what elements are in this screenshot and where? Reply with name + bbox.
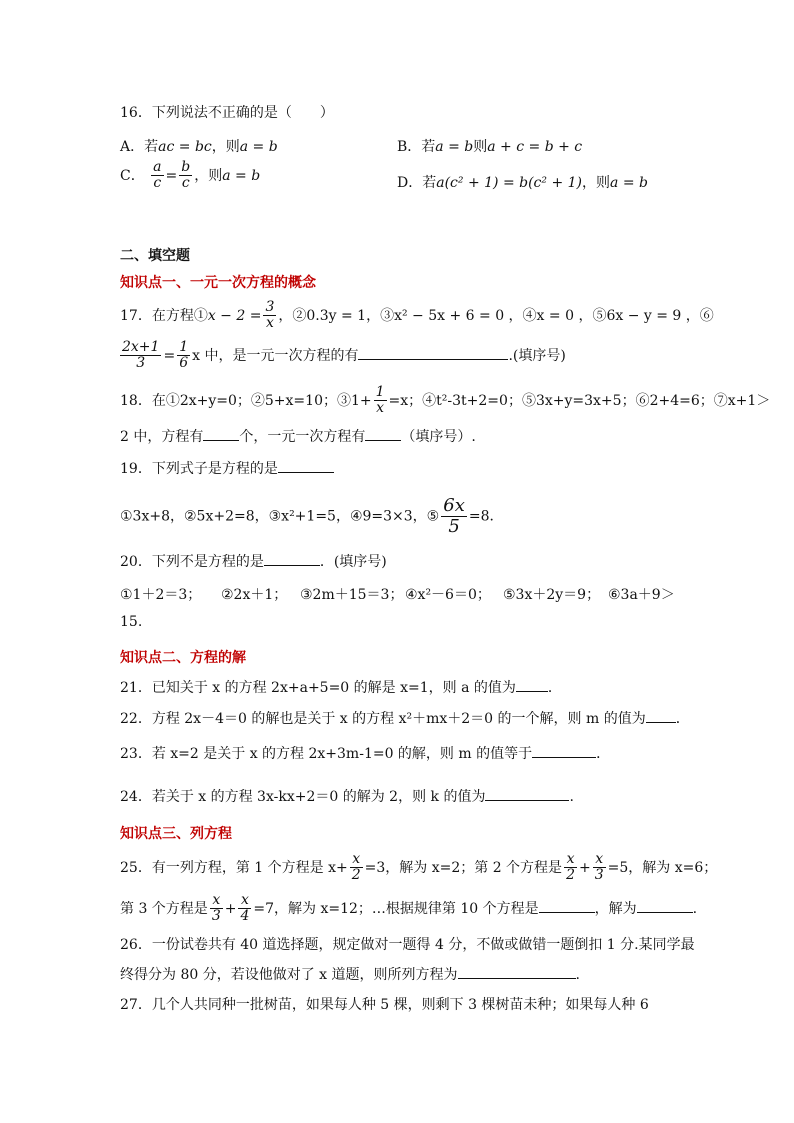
- q16-c-prefix: C．: [120, 167, 145, 184]
- frac-denominator: x: [376, 400, 385, 417]
- q17-l1-a: 17．在方程①: [120, 307, 208, 324]
- q25-l1-b: =3，解为 x=2；第 2 个方程是: [364, 859, 563, 876]
- answer-blank[interactable]: [485, 788, 569, 801]
- section-title-fill-in: 二、填空题: [120, 248, 190, 264]
- frac-denominator: 3: [136, 355, 146, 372]
- frac-numerator: 6x: [443, 495, 465, 516]
- q18-l2-b: 个，一元一次方程有: [239, 429, 366, 445]
- q16-a-math: ac = bc: [158, 139, 212, 155]
- q25-l2-b: =7，解为 x=12；…根据规律第 10 个方程是: [253, 900, 539, 917]
- q16-b-math2: a + c = b + c: [487, 139, 583, 155]
- frac-numerator: x: [593, 852, 606, 868]
- plus-sign: +: [578, 859, 591, 876]
- q16-c-frac1: [151, 160, 163, 192]
- q20-option-1: ①1＋2＝3；: [120, 587, 202, 603]
- q25-l2-a: 第 3 个方程是: [120, 900, 208, 917]
- answer-blank[interactable]: [532, 745, 596, 758]
- q16-option-b: [397, 136, 582, 156]
- frac-denominator: 3: [594, 867, 604, 884]
- q25-l1-c: =5，解为 x=6；: [607, 859, 718, 876]
- q24-end: .: [569, 789, 574, 805]
- answer-blank[interactable]: [278, 460, 334, 473]
- frac-denominator: 2: [351, 867, 361, 884]
- q25-frac-x-over-3b: [210, 893, 223, 925]
- equals-sign: =: [163, 347, 176, 364]
- answer-blank[interactable]: [516, 679, 548, 692]
- q25-frac-x-over-2: [350, 852, 363, 884]
- q18-l1-b: =x；④t²-3t+2=0；⑤3x+y=3x+5；⑥2+4=6；⑦x+1＞: [388, 392, 771, 409]
- frac-numerator: x: [210, 893, 223, 909]
- q16-stem-text: 16．下列说法不正确的是（ ）: [120, 105, 334, 121]
- question-19-options: [120, 496, 504, 537]
- q16-option-d: [397, 172, 648, 192]
- frac-numerator: 3: [265, 299, 275, 315]
- question-25-line1: [120, 852, 717, 884]
- q20-option-4: ④x²－6＝0；: [405, 587, 491, 603]
- equals-sign: =: [165, 167, 178, 184]
- answer-blank[interactable]: [365, 428, 401, 441]
- q17-l2-end: .(填序号): [508, 347, 566, 364]
- q20-option-6: ⑥3a＋9＞: [608, 587, 675, 603]
- q17-l2-b: x 中，是一元一次方程的有: [192, 347, 359, 364]
- frac-denominator: c: [181, 175, 190, 192]
- frac-numerator: x: [350, 852, 363, 868]
- q20-option-2: ②2x＋1；: [221, 587, 288, 603]
- q16-option-c: [120, 160, 260, 192]
- frac-denominator: 4: [240, 908, 250, 925]
- question-26-line1: 26．一份试卷共有 40 道选择题，规定做对一题得 4 分，不做或做错一题倒扣 1 分.某同学最: [120, 937, 695, 953]
- q19-options-a: ①3x+8，②5x+2=8，③x²+1=5，④9=3×3，⑤: [120, 508, 440, 525]
- q18-frac-1-over-x: [374, 385, 387, 417]
- frac-denominator: x: [265, 315, 274, 332]
- question-17-line1: [120, 300, 714, 332]
- q20-option-5: ⑤3x＋2y＝9；: [503, 587, 601, 603]
- question-21: [120, 679, 562, 695]
- q16-d-math2: a = b: [610, 175, 648, 191]
- q19-stem-text: 19．下列式子是方程的是: [120, 461, 278, 477]
- frac-numerator: 1: [179, 339, 189, 355]
- q21-end: ．: [547, 680, 562, 696]
- question-22: [120, 710, 690, 726]
- q16-c-mid: ，则: [194, 167, 223, 184]
- frac-denominator: 6: [179, 355, 189, 372]
- question-23: [120, 745, 610, 761]
- knowledge-point-3-title: 知识点三、列方程: [120, 826, 232, 842]
- q16-option-a: [120, 136, 278, 156]
- q16-d-math: a(c² + 1) = b(c² + 1): [436, 175, 583, 191]
- q22-end: ．: [675, 711, 690, 727]
- q17-frac-2x1-over-3: [120, 340, 161, 372]
- q16-c-math: a = b: [222, 167, 261, 184]
- question-25-line2: [120, 893, 697, 925]
- frac-numerator: a: [153, 159, 162, 175]
- q17-eq1: x − 2 =: [207, 307, 262, 324]
- q22-text: 22．方程 2x－4＝0 的解也是关于 x 的方程 x²＋mx＋2＝0 的一个解，则 m 的值为: [120, 711, 646, 727]
- q24-text: 24．若关于 x 的方程 3x-kx+2＝0 的解为 2，则 k 的值为: [120, 789, 486, 805]
- frac-numerator: x: [238, 893, 251, 909]
- q25-l2-d: .: [692, 900, 698, 917]
- q19-options-b: =8．: [468, 508, 504, 525]
- answer-blank[interactable]: [264, 553, 320, 566]
- q16-a-prefix: A．若: [120, 139, 159, 155]
- q25-l1-a: 25．有一列方程，第 1 个方程是 x+: [120, 859, 348, 876]
- question-18-line2: [120, 428, 476, 444]
- frac-denominator: 5: [448, 515, 460, 537]
- q23-end: ．: [596, 746, 611, 762]
- q16-d-prefix: D．若: [397, 175, 437, 191]
- question-17-line2: [120, 340, 566, 372]
- q25-frac-x-over-3: [593, 852, 606, 884]
- question-26-line2: [120, 966, 580, 982]
- question-18-line1: [120, 385, 770, 417]
- answer-blank[interactable]: [358, 347, 508, 360]
- q16-b-prefix: B．若: [397, 139, 436, 155]
- question-19-stem: [120, 460, 334, 476]
- q16-c-frac2: [179, 160, 192, 192]
- q19-frac-6x-over-5: [441, 496, 467, 537]
- question-24: [120, 788, 574, 804]
- answer-blank[interactable]: [539, 900, 595, 913]
- frac-denominator: c: [153, 175, 162, 192]
- q20-option-3: ③2m＋15＝3；: [300, 587, 404, 603]
- q18-l2-a: 2 中，方程有: [120, 429, 204, 445]
- q16-b-math: a = b: [435, 139, 474, 155]
- frac-denominator: 3: [211, 908, 221, 925]
- plus-sign: +: [224, 900, 237, 917]
- q25-l2-c: ，解为: [594, 900, 637, 917]
- q21-text: 21．已知关于 x 的方程 2x+a+5=0 的解是 x=1，则 a 的值为: [120, 680, 516, 696]
- q16-d-mid: ，则: [582, 175, 611, 191]
- q20-line3: 15.: [120, 614, 143, 630]
- question-27-line1: 27．几个人共同种一批树苗，如果每人种 5 棵，则剩下 3 棵树苗未种；如果每人种 6: [120, 997, 649, 1013]
- frac-numerator: 2x+1: [122, 339, 160, 355]
- q25-frac-x-over-2b: [564, 852, 577, 884]
- q17-l1-b: ，②0.3y = 1，③x² − 5x + 6 = 0 ，④x = 0 ，⑤6x − y = 9 ，⑥: [278, 307, 714, 324]
- q26-l2-a: 终得分为 80 分，若设他做对了 x 道题，则所列方程为: [120, 967, 458, 983]
- answer-blank[interactable]: [203, 428, 239, 441]
- frac-denominator: 2: [566, 867, 575, 884]
- answer-blank[interactable]: [458, 966, 576, 979]
- answer-blank[interactable]: [637, 900, 693, 913]
- frac-numerator: x: [564, 852, 577, 868]
- question-20-stem: [120, 553, 387, 569]
- knowledge-point-1-title: 知识点一、一元一次方程的概念: [120, 275, 316, 291]
- q20-stem-b: ．(填序号): [319, 554, 387, 570]
- q17-frac-1-over-6: [177, 340, 190, 372]
- answer-blank[interactable]: [646, 710, 676, 723]
- q23-text: 23．若 x=2 是关于 x 的方程 2x+3m-1=0 的解，则 m 的值等于: [120, 746, 533, 762]
- q16-a-math2: a = b: [239, 139, 278, 155]
- q17-frac-3-over-x: [263, 300, 276, 332]
- q16-b-mid: 则: [473, 139, 488, 155]
- frac-numerator: b: [181, 159, 191, 175]
- q18-l2-c: （填序号）.: [401, 429, 476, 445]
- q16-a-mid: ，则: [211, 139, 240, 155]
- knowledge-point-2-title: 知识点二、方程的解: [120, 650, 246, 666]
- q25-frac-x-over-4: [238, 893, 251, 925]
- q18-l1-a: 18．在①2x+y=0；②5+x=10；③1+: [120, 392, 372, 409]
- q20-stem-a: 20．下列不是方程的是: [120, 554, 264, 570]
- question-16-stem: [120, 106, 334, 120]
- frac-numerator: 1: [375, 384, 385, 400]
- q26-l2-b: .: [575, 967, 580, 983]
